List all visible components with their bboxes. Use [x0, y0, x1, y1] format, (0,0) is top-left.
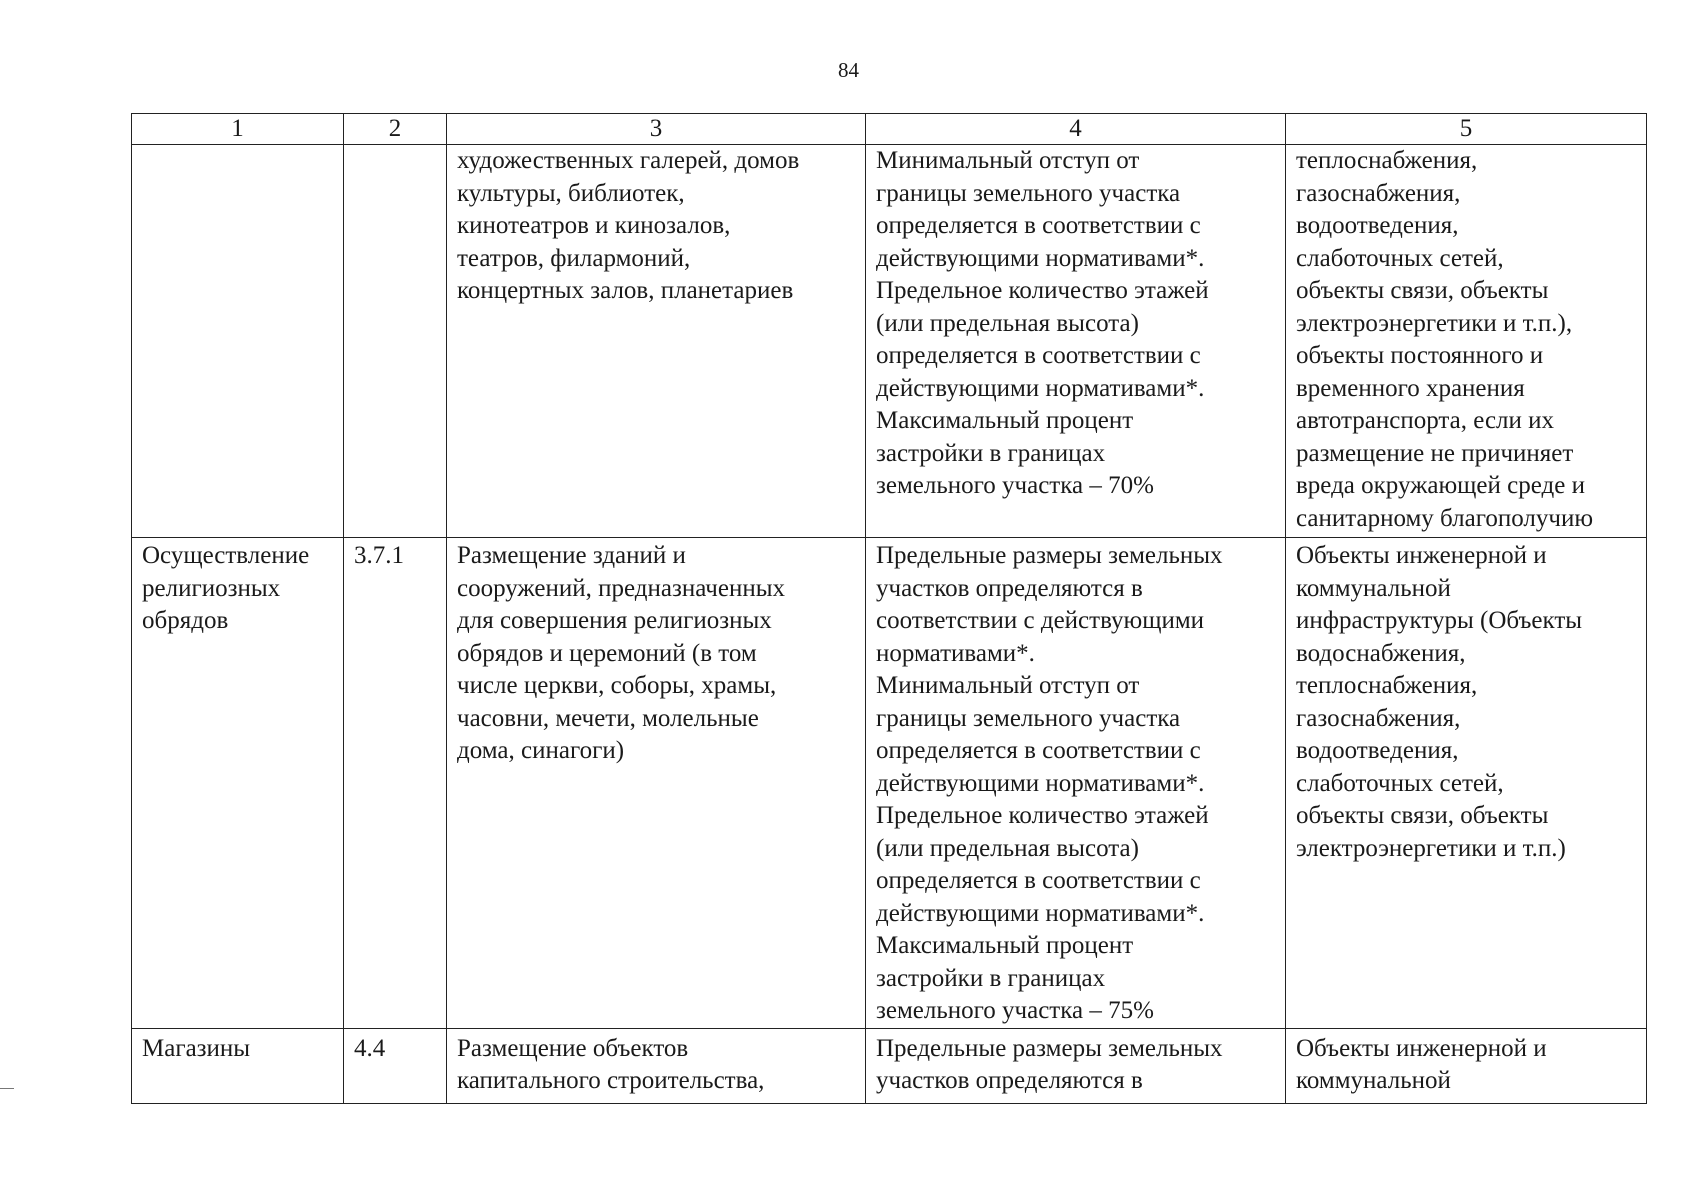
header-col-3: 3 — [447, 114, 866, 145]
cell-text: 4.4 — [354, 1034, 386, 1062]
cell-parameters — [866, 538, 1286, 1029]
zoning-regulations-table — [131, 113, 1647, 1104]
cell-text: 3.7.1 — [354, 542, 404, 569]
cell-auxiliary-uses — [1286, 538, 1647, 1029]
cell-code — [344, 145, 447, 538]
cell-use-name — [132, 538, 344, 1029]
cell-use-name — [132, 1028, 344, 1103]
cell-code — [344, 1028, 447, 1103]
header-col-4: 4 — [866, 114, 1286, 145]
cell-text: Осуществление религиозных обрядов — [142, 542, 310, 634]
cell-text: Объекты инженерной и коммунальной — [1296, 1034, 1547, 1094]
header-col-5: 5 — [1286, 114, 1647, 145]
cell-description — [447, 1028, 866, 1103]
cell-auxiliary-uses — [1286, 1028, 1647, 1103]
cell-text: Объекты инженерной и коммунальной инфраструктуры (Объекты водоснабжения, теплоснабжения, газоснабжения, водоотведения, слаботочных сетей, объекты связи, объекты электроэнергетики и т.п.) — [1296, 542, 1583, 862]
cell-text: Размещение зданий и сооружений, предназначенных для совершения религиозных обрядов и церемоний (в том числе церкви, соборы, храмы, часовни, мечети, молельные дома, синагоги) — [457, 542, 786, 764]
cell-text: Минимальный отступ от границы земельного участка определяется в соответствии с действующими нормативами*. Предельное количество этажей (или предельная высота) определяется в соответствии с действующими нормативами*. Максимальный процент застройки в границах земельного участка – 70% — [876, 147, 1209, 499]
header-col-2: 2 — [344, 114, 447, 145]
margin-mark — [0, 1088, 14, 1089]
cell-text: художественных галерей, домов культуры, библиотек, кинотеатров и кинозалов, театров, филармоний, концертных залов, планетариев — [457, 147, 800, 304]
cell-auxiliary-uses — [1286, 145, 1647, 538]
table-header-row — [132, 114, 1647, 145]
cell-description — [447, 538, 866, 1029]
table-row — [132, 1028, 1647, 1103]
header-col-1: 1 — [132, 114, 344, 145]
cell-parameters — [866, 145, 1286, 538]
page-number: 84 — [838, 58, 859, 82]
table-row — [132, 145, 1647, 538]
cell-parameters — [866, 1028, 1286, 1103]
table-row — [132, 538, 1647, 1029]
cell-text: Магазины — [142, 1034, 251, 1062]
cell-text: Размещение объектов капитального строительства, — [457, 1034, 765, 1094]
cell-code — [344, 538, 447, 1029]
cell-text: Предельные размеры земельных участков определяются в — [876, 1034, 1223, 1094]
cell-use-name — [132, 145, 344, 538]
cell-description — [447, 145, 866, 538]
cell-text: теплоснабжения, газоснабжения, водоотведения, слаботочных сетей, объекты связи, объекты электроэнергетики и т.п.), объекты постоянного и временного хранения автотранспорта, если их размещение не причиняет вреда окружающей среде и санитарному благополучию — [1296, 147, 1594, 532]
cell-text: Предельные размеры земельных участков определяются в соответствии с действующими нормативами*. Минимальный отступ от границы земельного участка определяется в соответствии с действующими нормативами*. Предельное количество этажей (или предельная высота) определяется в соответствии с действующими нормативами*. Максимальный процент застройки в границах земельного участка – 75% — [876, 542, 1223, 1024]
